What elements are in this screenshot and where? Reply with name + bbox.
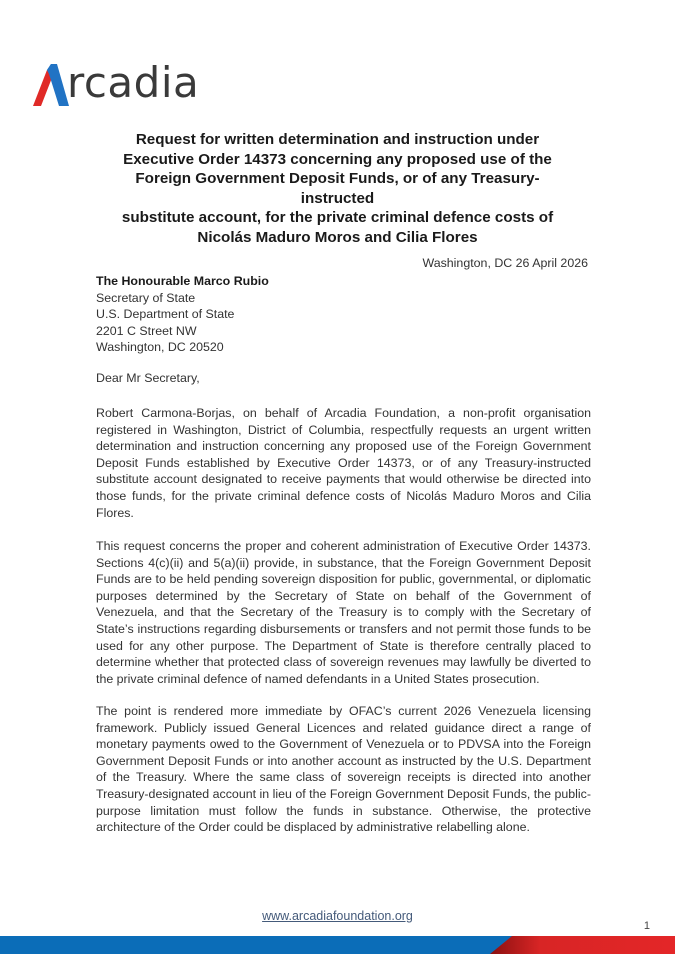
document-title: [100, 130, 575, 247]
recipient-department: U.S. Department of State: [96, 307, 235, 322]
body-paragraph: This request concerns the proper and coherent administration of Executive Order 14373. Sections 4(c)(ii) and 5(a)(ii) provide, in substance, that the Foreign Government Deposit Funds are to be held pending sovereign disposition for public, governmental, or diplomatic purposes determined by the Secretary of State on behalf of the Government of Venezuela, and that the Secretary of the Treasury is to comply with the Secretary of State’s instructions regarding disbursements or transfers and not permit those funds to be used for any other purpose. The Department of State is therefore centrally placed to determine whether that protected class of sovereign revenues may lawfully be diverted to the private criminal defence of named defendants in a United States prosecution.: [96, 539, 591, 686]
arcadia-logo: [33, 60, 199, 106]
title-line: substitute account, for the private criminal defence costs of: [121, 209, 554, 226]
body-paragraph: The point is rendered more immediate by OFAC’s current 2026 Venezuela licensing framework. Publicly issued General Licences and related guidance direct a range of monetary payments owed to the Government of Venezuela or to PDVSA into the Foreign Government Deposit Funds or into another account as instructed by the U.S. Department of the Treasury. Where the same class of sovereign receipts is directed into another Treasury-designated account in lieu of the Foreign Government Deposit Funds, the public-purpose limitation must follow the funds in substance. Otherwise, the protective architecture of the Order could be displaced by administrative relabelling alone.: [96, 704, 591, 835]
website-link[interactable]: www.arcadiafoundation.org: [262, 909, 413, 923]
arcadia-a-mark-icon: [33, 64, 69, 106]
salutation: Dear Mr Secretary,: [96, 371, 200, 385]
body-paragraph: Robert Carmona-Borjas, on behalf of Arcadia Foundation, a non-profit organisation registered in Washington, District of Columbia, respectfully requests an urgent written determination and instruction concerning any proposed use of the Foreign Government Deposit Funds established by Executive Order 14373, or of any Treasury-instructed substitute account designated to receive payments that would otherwise be directed into those funds, for the private criminal defence costs of Nicolás Maduro Moros and Cilia Flores.: [96, 406, 591, 520]
date-line: Washington, DC 26 April 2026: [422, 256, 588, 270]
title-line: Request for written determination and instruction under: [135, 131, 540, 148]
title-line: Nicolás Maduro Moros and Cilia Flores: [197, 228, 478, 246]
footer-website: [0, 909, 675, 923]
recipient-address: [96, 273, 269, 356]
recipient-city: Washington, DC 20520: [96, 340, 224, 355]
recipient-name: The Honourable Marco Rubio: [96, 274, 269, 288]
footer-color-bar: [0, 936, 675, 954]
title-line: Executive Order 14373 concerning any proposed use of the: [123, 150, 552, 168]
logo-wordmark: rcadia: [67, 58, 200, 107]
footer-red-segment: [490, 936, 675, 954]
recipient-title: Secretary of State: [96, 290, 196, 305]
page-number: 1: [643, 920, 650, 932]
title-line: Foreign Government Deposit Funds, or of any Treasury-instructed: [135, 170, 540, 207]
recipient-street: 2201 C Street NW: [96, 323, 197, 338]
